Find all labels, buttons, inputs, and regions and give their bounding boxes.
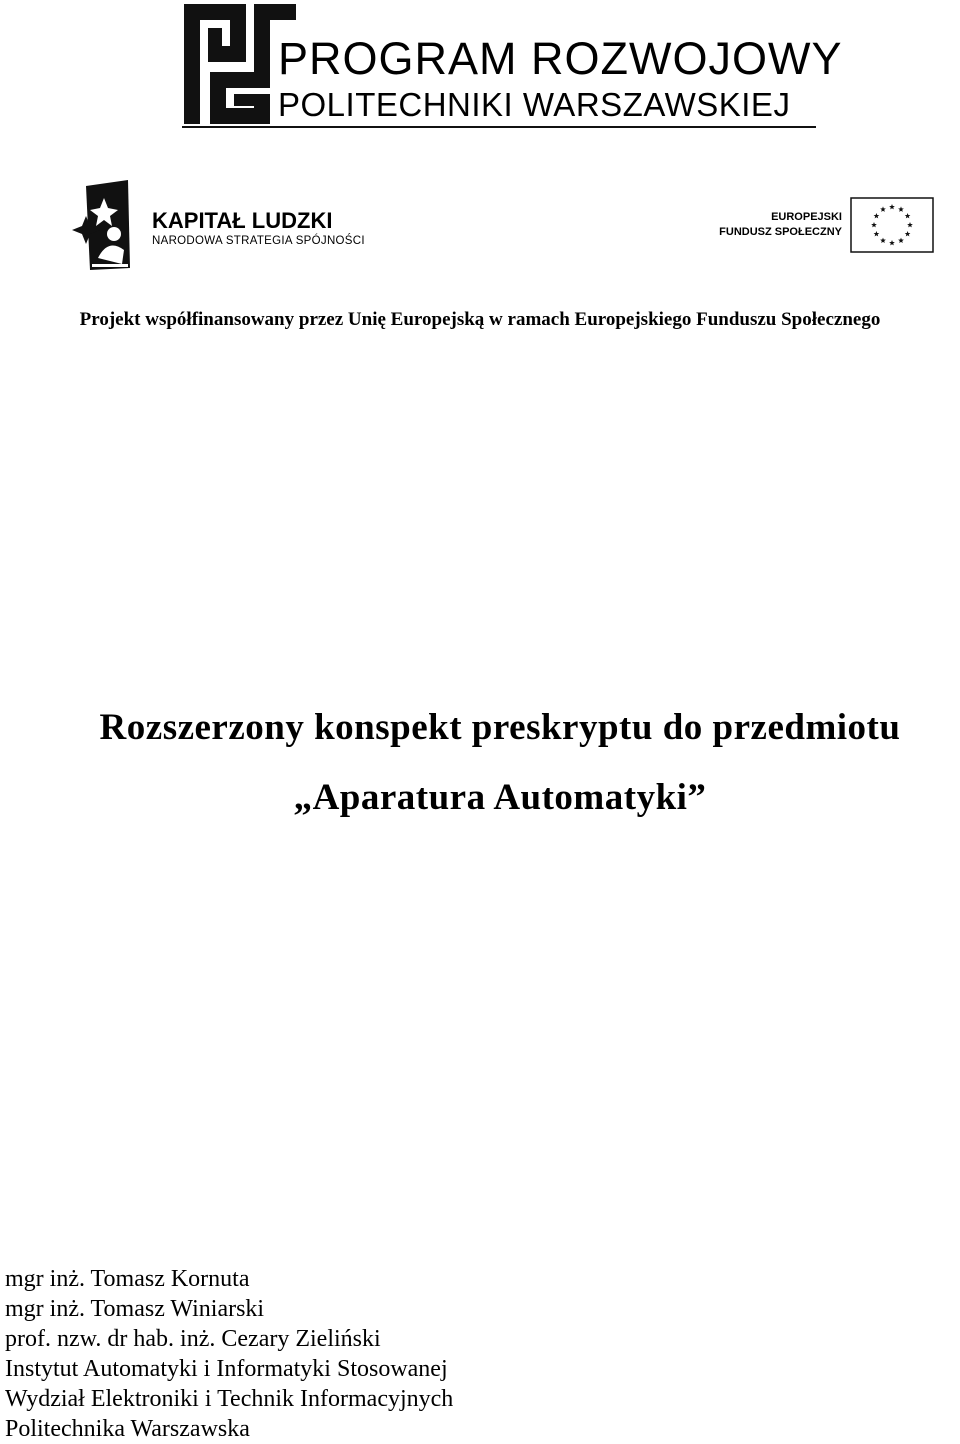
kapital-ludzki-logo	[68, 180, 368, 272]
author-line: mgr inż. Tomasz Winiarski	[5, 1296, 265, 1322]
faculty-line: Wydział Elektroniki i Technik Informacyjnych	[5, 1386, 454, 1412]
kapital-ludzki-title: KAPITAŁ LUDZKI	[152, 208, 333, 233]
kapital-ludzki-subtitle: NARODOWA STRATEGIA SPÓJNOŚCI	[152, 235, 365, 247]
document-title: Rozszerzony konspekt preskryptu do przedmiotu	[99, 707, 901, 748]
efs-logo	[716, 196, 938, 256]
author-line: mgr inż. Tomasz Kornuta	[5, 1266, 250, 1292]
course-name: „Aparatura Automatyki”	[293, 777, 707, 818]
prpw-line2: POLITECHNIKI WARSZAWSKIEJ	[278, 86, 791, 123]
institute-line: Instytut Automatyki i Informatyki Stosowanej	[5, 1356, 448, 1382]
authors-block	[5, 1264, 453, 1444]
efs-line2: FUNDUSZ SPOŁECZNY	[719, 226, 842, 238]
prpw-line1: PROGRAM ROZWOJOWY	[278, 33, 843, 84]
funding-note: Projekt współfinansowany przez Unię Europejską w ramach Europejskiego Funduszu Społecznego	[79, 309, 881, 330]
eu-flag-icon	[850, 197, 934, 253]
efs-line1: EUROPEJSKI	[771, 211, 842, 223]
author-line: prof. nzw. dr hab. inż. Cezary Zieliński	[5, 1326, 381, 1352]
kapital-ludzki-mark-icon	[68, 180, 134, 272]
prpw-underline	[182, 126, 816, 128]
program-rozwojowy-logo	[182, 2, 843, 128]
university-line: Politechnika Warszawska	[5, 1416, 250, 1442]
